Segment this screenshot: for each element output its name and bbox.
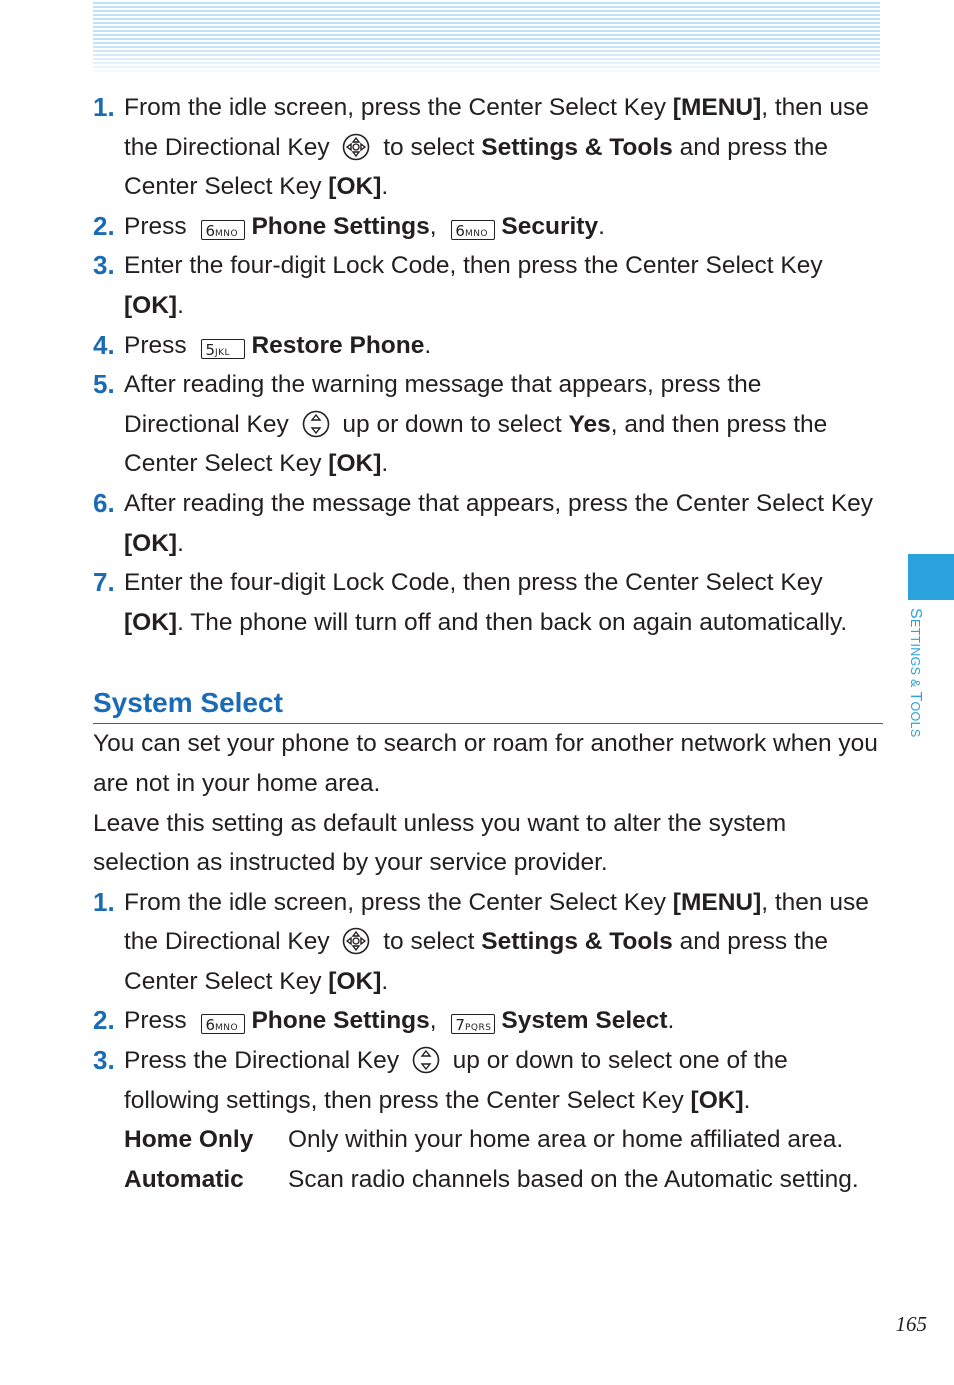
- header-banner: [93, 2, 880, 74]
- list-item: 7. Enter the four-digit Lock Code, then press the Center Select Key [OK]. The phone will turn off and then back on again automatically.: [93, 563, 883, 642]
- step-number: 1.: [93, 92, 115, 122]
- list-item: 1. From the idle screen, press the Center Select Key [MENU], then use the Directional Key to select Settings & Tools and press the Center Select Key [OK].: [93, 883, 883, 1002]
- list-item: 4. Press 5JKL Restore Phone.: [93, 326, 883, 366]
- step-number: 6.: [93, 487, 115, 518]
- step-number: 2.: [93, 1005, 115, 1036]
- list-item: 2. Press 6MNO Phone Settings, 6MNO Security.: [93, 207, 883, 247]
- section-heading: System Select: [93, 683, 883, 724]
- list-item: 5. After reading the warning message that appears, press the Directional Key up or down to select Yes, and then press the Center Select Key [OK].: [93, 365, 883, 484]
- system-select-steps: [93, 883, 883, 1121]
- key-6-mno-icon: 6MNO: [451, 220, 495, 240]
- list-item: 1. From the idle screen, press the Center Select Key [MENU], then use the Directional Key to select Settings & Tools and press the Center Select Key [OK].: [93, 88, 883, 207]
- intro-paragraph: You can set your phone to search or roam for another network when you are not in your home area.: [93, 730, 878, 797]
- key-6-mno-icon: 6MNO: [201, 220, 245, 240]
- step-number: 4.: [93, 329, 115, 360]
- directional-key-icon: [340, 133, 372, 161]
- list-item: 3. Press the Directional Key up or down to select one of the following settings, then press the Center Select Key [OK].: [93, 1041, 883, 1120]
- chapter-tab: [908, 554, 954, 600]
- table-row: [124, 1160, 859, 1200]
- up-down-key-icon: [410, 1046, 442, 1074]
- page-number: 165: [895, 1312, 927, 1336]
- options-table: [124, 1120, 859, 1199]
- table-row: [124, 1120, 859, 1160]
- directional-key-icon: [340, 927, 372, 955]
- list-item: 6. After reading the message that appears, press the Center Select Key [OK].: [93, 484, 883, 563]
- step-number: 7.: [93, 567, 115, 598]
- list-item: 3. Enter the four-digit Lock Code, then press the Center Select Key [OK].: [93, 246, 883, 325]
- step-number: 3.: [93, 250, 115, 281]
- page-content: [93, 88, 883, 1199]
- step-number: 2.: [93, 210, 115, 241]
- option-description: Scan radio channels based on the Automatic setting.: [288, 1165, 859, 1193]
- option-term: Automatic: [124, 1165, 244, 1193]
- step-number: 1.: [93, 886, 115, 917]
- step-number: 3.: [93, 1045, 115, 1076]
- option-term: Home Only: [124, 1126, 254, 1154]
- key-6-mno-icon: 6MNO: [201, 1014, 245, 1034]
- key-7-pqrs-icon: 7PQRS: [451, 1014, 495, 1034]
- up-down-key-icon: [300, 410, 332, 438]
- key-5-jkl-icon: 5JKL: [201, 339, 245, 359]
- intro-paragraph: Leave this setting as default unless you want to alter the system selection as instructed by your service provider.: [93, 809, 787, 877]
- option-description: Only within your home area or home affiliated area.: [288, 1126, 844, 1154]
- step-number: 5.: [93, 369, 115, 400]
- list-item: 2. Press 6MNO Phone Settings, 7PQRS System Select.: [93, 1001, 883, 1041]
- restore-phone-steps: [93, 88, 883, 642]
- chapter-side-label: SETTINGS & TOOLS: [907, 608, 924, 738]
